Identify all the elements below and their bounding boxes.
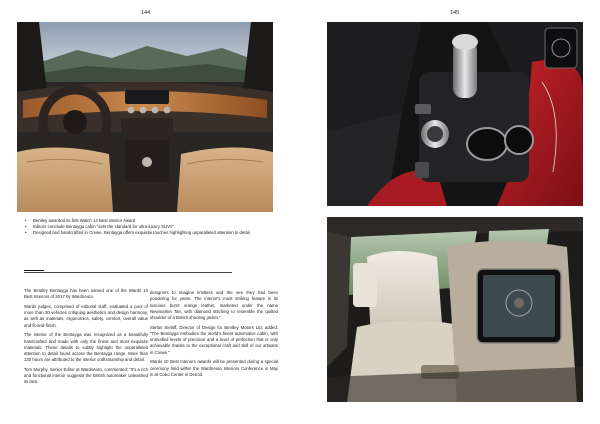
paragraph: The interior of the Bentayga was recognized as a beautifully handcrafted and made with only the finest and most exquisite materials. These details to subtly highlight the unparalleled attention to detail found across the Bentayga range. More than 130 hours are attributed to the interior craftsmanship and detail. — [24, 332, 148, 363]
body-column-2 — [150, 290, 278, 381]
right-page-number: 145 — [450, 10, 460, 16]
section-divider — [24, 272, 232, 273]
paragraph: The Bentley Bentayga has been named one of the Wards 10 Best Interiors of 2017 by WardsAuto. — [24, 288, 148, 300]
list-item: • Designed and handcrafted in Crewe, Bentayga offers exquisite touches highlighting unparalleled attention to detail — [24, 230, 274, 236]
rear-seat-entertainment-photo — [327, 217, 583, 402]
paragraph: Wards judges, comprised of editorial staff, evaluated a pool of more than 30 vehicles critiquing aesthetics and design harmony, as well as materials, ergonomics, safety, comfort, overall value and fit-and-finish. — [24, 303, 148, 328]
bentayga-dashboard-photo — [17, 22, 273, 212]
section-divider-accent — [24, 270, 44, 271]
list-item: • Bentley awarded its first Watch 14 Best Interior Award — [24, 218, 274, 224]
paragraph: designers to imagine limitless and the see they had been pondering for years. The interior's most striking feature is its luscious burnt orange leather, marketed under the name Newmarket Tan, with diamond stitching to resemble the quilted shoulder of a British shooting jacket." — [150, 290, 278, 320]
paragraph: Tom Murphy, Senior Editor at WardsAuto, commented: "It's a rich and functional interior suggests the British automaker unleashed its best — [24, 366, 148, 385]
console-red-leather-photo — [327, 22, 583, 206]
paragraph: Stefan Sielaff, Director of Design for Bentley Motors Ltd, added: "The Bentayga embodies the world's finest automotive cabin, with unrivalled levels of precision and a level of perfection that is only achievable thanks to the exceptional craft and skill of our artisans in Crewe." — [150, 324, 278, 355]
list-item: • Editors conclude Bentayga cabin "sets the standard for ultra-luxury SUVs" — [24, 224, 274, 230]
left-page-number: 144 — [141, 10, 151, 16]
highlights-list — [24, 218, 274, 237]
paragraph: Wards 10 Best Interiors awards will be presented during a special ceremony held within the WardsAuto Interiors Conference in May in at Cobo Center in Detroit. — [150, 359, 278, 377]
body-column-1 — [24, 288, 148, 389]
